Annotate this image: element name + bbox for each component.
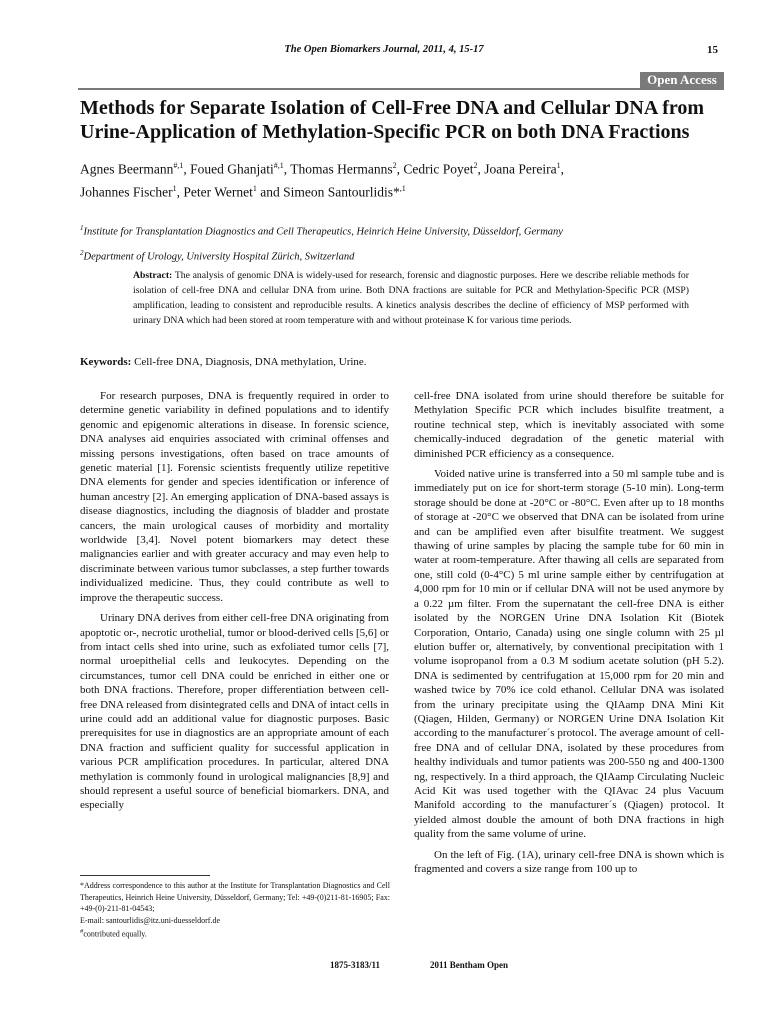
journal-header: The Open Biomarkers Journal, 2011, 4, 15-17 (284, 44, 484, 55)
correspondence-note: *Address correspondence to this author at the Institute for Transplantation Diagnostics and Cell Therapeutics, Heinrich Heine University, Düsseldorf, Germany; Tel: +49-(0)211-81-16905; Fax: +49-(0)-211-81-04543; (80, 881, 390, 913)
body-column-right (414, 389, 724, 882)
publisher-footer: 2011 Bentham Open (430, 960, 509, 970)
paragraph: cell-free DNA isolated from urine should therefore be suitable for Methylation Specific PCR which includes bisulfite treatment, a routine technical step, which is inevitably associated with some chemically-induced degradation of the genetic material with diminished PCR efficiency as a consequence. (414, 390, 724, 460)
paragraph: On the left of Fig. (1A), urinary cell-free DNA is shown which is fragmented and covers a size range from 100 up to (414, 848, 724, 875)
email-note: E-mail: santourlidis@itz.uni-duesseldorf.de (80, 915, 221, 925)
footnotes (80, 880, 390, 940)
paragraph: Voided native urine is transferred into a 50 ml sample tube and is immediately put on ice for short-term storage (5-10 min). Long-term storage should be done at -20°C or -80°C. Even after up to 18 months of storage at -20°C we observed that DNA can be isolated from urine and can be amplified even after bisulfite treatment. We suggest thawing of urine samples by placing the sample tube for 60 min in water at room-temperature. After thawing all cells are separated from one, still cold (0-4°C) 5 ml urine sample either by centrifugation at 4,000 rpm for 10 min or if cellular DNA will not be used anymore by a 0.22 µm filter. From the supernatant the cell-free DNA is either isolated by the NORGEN Urine DNA Isolation Kit (Biotek Corporation, Ontario, Canada) using one single column with 25 µl elution buffer or, alternatively, by conventional precipitation with 1 volume isopropanol from a 0.3 M sodium acetate solution (pH 5.2). DNA is sedimented by centrifugation at 15,000 rpm for 20 min and washed twice by 70% ice cold ethanol. Cellular DNA was isolated from the urinary precipitate using the QIAamp DNA Mini Kit (Qiagen, Hilden, Germany) or NORGEN Urine DNA Isolation Kit according to the manufacturer´s protocol. The average amount of cell-free DNA and of cellular DNA, isolated by these procedures from healthy individuals and tumor patients was 200-550 ng and 400-1300 ng, respectively. In a third approach, the QIAamp Circulating Nucleic Acid Kit was used together with the QIAvac 24 plus Vacuum Manifold according to the manufacturer´s (Qiagen) protocol. It yielded almost double the amount of both DNA fractions in high quality from the same volume of urine. (414, 468, 724, 841)
body-column-left (80, 389, 389, 819)
paragraph: For research purposes, DNA is frequently required in order to determine genetic variability in defined populations and to identify genomic and epigenomic alterations in disease. In forensic science, DNA analyses aid enquiries associated with criminal offenses and missing persons investigations, often based on trace amounts of genetic material [1]. Forensic scientists frequently utilize repetitive DNA elements for gender and species identification or inference of human ancestry [2]. An emerging application of DNA-based assays is disease diagnostics, including the diagnosis of bladder and prostate cancers, the main urological causes of morbidity and mortality worldwide [3,4]. Novel potent biomarkers may detect these malignancies earlier and with greater accuracy and may even help to discriminate between various tumor subclasses, a step further towards individualized medicine. Thus, they could contribute as well to improve the therapeutic success. (80, 390, 389, 604)
open-access-badge: Open Access (640, 72, 724, 88)
footnote-rule (80, 875, 210, 876)
affiliation-1: $^1$Institute for Transplantation Diagnostics and Cell Therapeutics, Heinrich Heine University, Düsseldorf, Germany (80, 224, 563, 238)
abstract: Abstract: The analysis of genomic DNA is widely-used for research, forensic and diagnostic purposes. Here we describe reliable methods for isolation of cell-free DNA and cellular DNA from urine. Both DNA fractions are suitable for PCR and Methylation-Specific PCR (MSP) amplification, leading to consistent and reproducible results. A kinetics analysis describes the decline of efficiency of MSP performed with urinary DNA which had been stored at room temperature with and without proteinase K for various time periods. (133, 270, 689, 326)
author-list: Agnes Beermann$^{\#,1}$, Foued Ghanjati$^{\#,1}$, Thomas Hermanns$^2$, Cedric Poyet$^2$, Joana Pereira$^1$, Johannes Fischer$^1$, Peter Wernet$^1$ and Simeon Santourlidis*$^{,1}$ (80, 161, 564, 199)
affiliation-2: $^2$Department of Urology, University Hospital Zürich, Switzerland (80, 249, 355, 263)
keywords: Keywords: Cell-free DNA, Diagnosis, DNA methylation, Urine. (80, 356, 367, 368)
header-rule (78, 88, 724, 90)
issn: 1875-3183/11 (330, 960, 381, 970)
article-title: Methods for Separate Isolation of Cell-Free DNA and Cellular DNA from Urine-Application of Methylation-Specific PCR on both DNA Fractions (80, 97, 705, 143)
contribution-note: #contributed equally. (80, 928, 147, 939)
page-number: 15 (707, 44, 718, 56)
paragraph: Urinary DNA derives from either cell-free DNA originating from apoptotic or-, necrotic urothelial, tumor or blood-derived cells [5,6] or from intact cells shed into urine, such as exfoliated tumor cells [7], normal uroepithelial cells and leukocytes. Depending on the circumstances, tumor cell DNA could be enriched in either one or both DNA fractions. Therefore, proper differentiation between cell-free DNA released from disintegrated cells and DNA of intact cells in urine could add an additional value for diagnostic purposes. Basic prerequisites for use in diagnostics are an appropriate amount of each DNA fraction and sufficient quality for successful application in various PCR amplification procedures. In particular, altered DNA methylation is commonly found in urological malignancies [8,9] and should represent a useful source of beneficial biomarkers. DNA, and especially (80, 612, 389, 812)
